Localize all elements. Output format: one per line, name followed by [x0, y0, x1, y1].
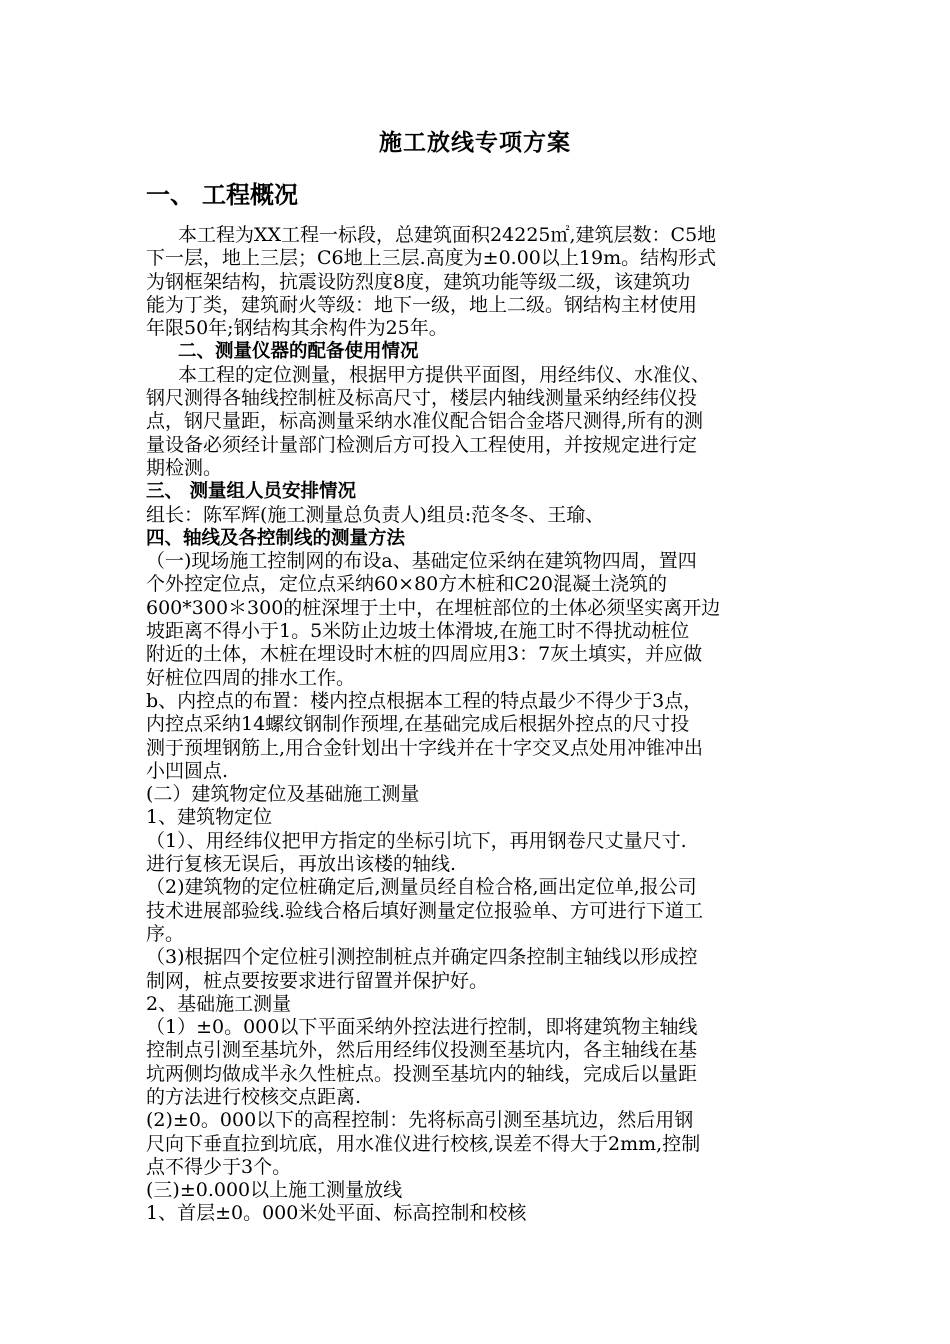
section-heading: 四、轴线及各控制线的测量方法	[146, 527, 406, 549]
text-line: 个外控定位点，定位点采纳60×80方木桩和C20混凝土浇筑的	[146, 573, 667, 596]
text-line: 尺向下垂直拉到坑底，用水准仪进行校核,误差不得大于2mm,控制	[146, 1132, 701, 1155]
text-line: 为钢框架结构，抗震设防烈度8度，建筑功能等级二级，该建筑功	[146, 270, 691, 293]
text-line: 好桩位四周的排水工作。	[146, 666, 356, 689]
text-line: 600*300＊300的桩深埋于土中，在埋桩部位的土体必须坚实离开边	[146, 596, 721, 619]
text-line: 内控点采纳14螺纹钢制作预埋,在基础完成后根据外控点的尺寸投	[146, 713, 690, 736]
text-line: 控制点引测至基坑外，然后用经纬仪投测至基坑内，各主轴线在基	[146, 1039, 698, 1062]
text-line: 2、基础施工测量	[146, 992, 292, 1015]
text-line: (2)±0。000以下的高程控制：先将标高引测至基坑边，然后用钢	[146, 1109, 694, 1132]
text-line: 坑两侧均做成半永久性桩点。投测至基坑内的轴线，完成后以量距	[146, 1062, 698, 1085]
section-number: 一、	[146, 181, 194, 209]
text-line: b、内控点的布置：楼内控点根据本工程的特点最少不得少于3点，	[146, 689, 703, 712]
text-line: 本工程的定位测量，根据甲方提供平面图，用经纬仪、水准仪、	[178, 363, 711, 386]
document-body	[146, 224, 812, 1226]
text-line: 技术进展部验线.验线合格后填好测量定位报验单、方可进行下道工	[146, 899, 704, 922]
document-title: 施工放线专项方案	[379, 130, 571, 156]
text-line: 能为丁类，建筑耐火等级：地下一级，地上二级。钢结构主材使用	[146, 293, 698, 316]
text-line: 本工程为XX工程一标段，总建筑面积24225㎡,建筑层数：C5地	[178, 224, 717, 246]
text-line: （2)建筑物的定位桩确定后,测量员经自检合格,画出定位单,报公司	[146, 876, 697, 899]
text-line: 序。	[146, 922, 185, 945]
text-line: (二）建筑物定位及基础施工测量	[146, 783, 420, 806]
text-line: 量设备必须经计量部门检测后方可投入工程使用，并按规定进行定	[146, 433, 698, 456]
text-line: 1、建筑物定位	[146, 806, 273, 829]
text-line: 钢尺测得各轴线控制桩及标高尺寸，楼层内轴线测量采纳经纬仪投	[146, 387, 698, 410]
text-line: 制网，桩点要按要求进行留置并保护好。	[146, 969, 489, 992]
text-line: （一)现场施工控制网的布设a、基础定位采纳在建筑物四周，置四	[146, 550, 697, 573]
section-heading: 二、测量仪器的配备使用情况	[178, 341, 419, 363]
text-line: 期检测。	[146, 456, 223, 479]
text-line: 1、首层±0。000米处平面、标高控制和校核	[146, 1202, 527, 1225]
text-line: 测于预埋钢筋上,用合金针划出十字线并在十字交叉点处用冲锥冲出	[146, 736, 704, 759]
text-line: 年限50年;钢结构其余构件为25年。	[146, 317, 448, 340]
text-line: （1）±0。000以下平面采纳外控法进行控制，即将建筑物主轴线	[146, 1016, 698, 1039]
text-line: 小凹圆点.	[146, 759, 229, 782]
section-label: 工程概况	[202, 181, 298, 209]
text-line: 的方法进行校核交点距离.	[146, 1085, 362, 1108]
text-line: (三)±0.000以上施工测量放线	[146, 1179, 403, 1202]
text-line: 附近的土体，木桩在埋设时木桩的四周应用3：7灰土填实，并应做	[146, 643, 703, 666]
text-line: 下一层，地上三层；C6地上三层.高度为±0.00以上19m。结构形式	[146, 247, 717, 270]
text-line: 点不得少于3个。	[146, 1155, 292, 1178]
text-line: 坡距离不得小于1。5米防止边坡土体滑坡,在施工时不得扰动桩位	[146, 620, 690, 643]
text-line: 组长：陈军辉(施工测量总负责人)组员:范冬冬、王瑜、	[146, 503, 605, 526]
section-heading: 三、 测量组人员安排情况	[146, 481, 356, 503]
text-line: （1）、用经纬仪把甲方指定的坐标引坑下，再用钢卷尺丈量尺寸.	[146, 829, 687, 852]
section-heading-overview	[146, 179, 806, 211]
text-line: 点，钢尺量距，标高测量采纳水准仪配合铝合金塔尺测得,所有的测	[146, 410, 704, 433]
text-line: （3)根据四个定位桩引测控制桩点并确定四条控制主轴线以形成控	[146, 946, 698, 969]
text-line: 进行复核无误后，再放出该楼的轴线.	[146, 853, 457, 876]
